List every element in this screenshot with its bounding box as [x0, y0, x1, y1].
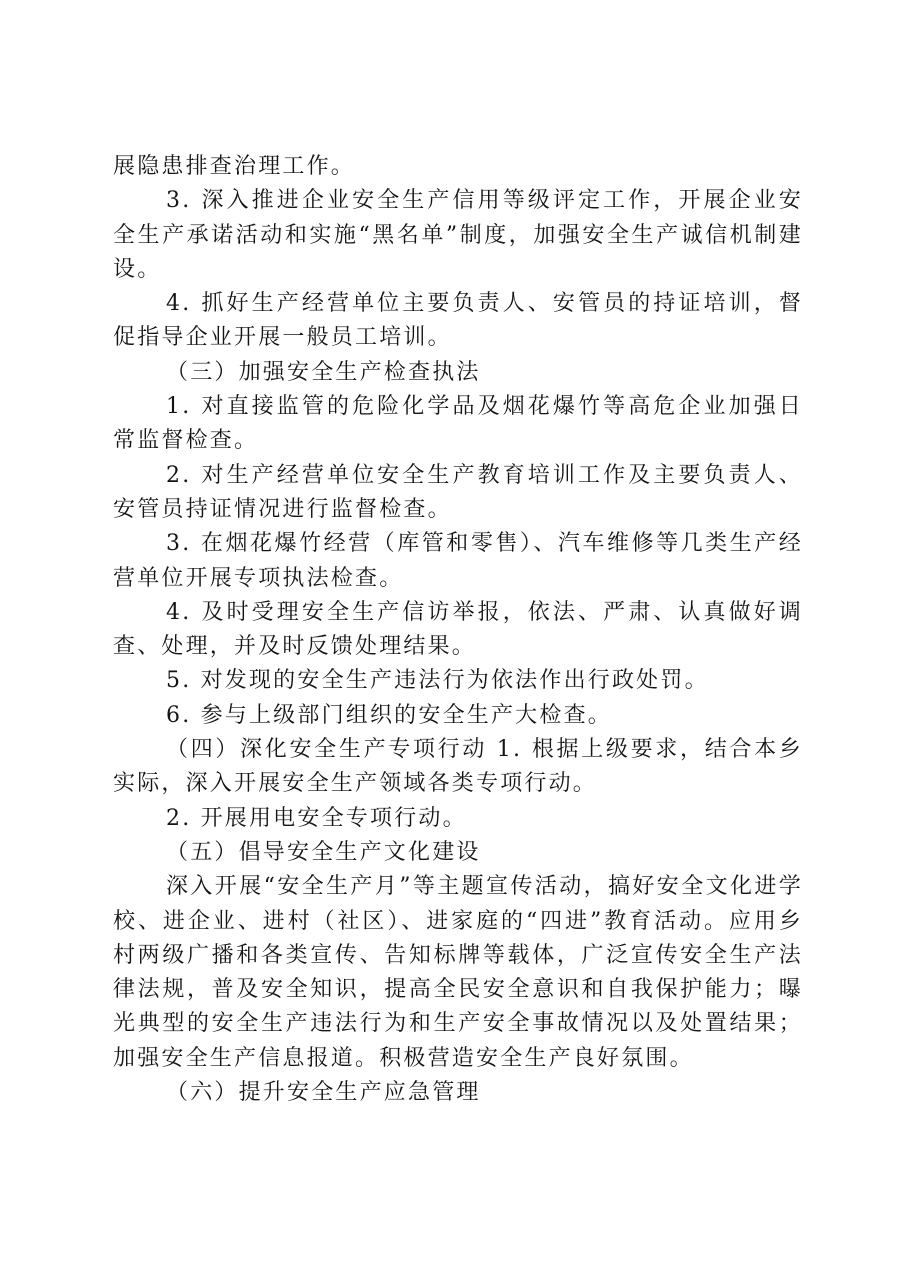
section-heading-inspection: （三）加强安全生产检查执法 — [166, 359, 481, 385]
paragraph-special-enforcement: 3. 在烟花爆竹经营（库管和零售）、汽车维修等几类生产经营单位开展专项执法检查。 — [113, 531, 803, 591]
paragraph-credit-rating: 3. 深入推进企业安全生产信用等级评定工作，开展企业安全生产承诺活动和实施“黑名单”制度，加强安全生产诚信机制建设。 — [113, 188, 803, 282]
paragraph-administrative-penalty: 5. 对发现的安全生产违法行为依法作出行政处罚。 — [166, 668, 709, 694]
paragraph-training-inspection: 2. 对生产经营单位安全生产教育培训工作及主要负责人、安管员持证情况进行监督检查。 — [113, 462, 803, 522]
paragraph-certified-training: 4. 抓好生产经营单位主要负责人、安管员的持证培训，督促指导企业开展一般员工培训。 — [113, 291, 803, 351]
document-body — [113, 150, 803, 1110]
section-heading-emergency-management: （六）提升安全生产应急管理 — [166, 1080, 481, 1106]
section-heading-safety-culture: （五）倡导安全生产文化建设 — [166, 839, 481, 865]
paragraph-electricity-safety: 2. 开展用电安全专项行动。 — [166, 805, 467, 831]
paragraph-petition-reports: 4. 及时受理安全生产信访举报，依法、严肃、认真做好调查、处理，并及时反馈处理结果。 — [113, 599, 803, 660]
continuation-paragraph: 展隐患排查治理工作。 — [113, 154, 356, 179]
paragraph-major-inspection: 6. 参与上级部门组织的安全生产大检查。 — [166, 702, 612, 728]
paragraph-daily-supervision: 1. 对直接监管的危险化学品及烟花爆竹等高危企业加强日常监督检查。 — [113, 394, 803, 454]
paragraph-safety-month: 深入开展“安全生产月”等主题宣传活动，搞好安全文化进学校、进企业、进村（社区）、进家庭的“四进”教育活动。应用乡村两级广播和各类宣传、告知标牌等载体，广泛宣传安全生产法律法规，普及安全知识，提高全民安全意识和自我保护能力；曝光典型的安全生产违法行为和生产安全事故情况以及处置结果；加强安全生产信息报道。积极营造安全生产良好氛围。 — [113, 874, 803, 1071]
section-heading-special-actions: （四）深化安全生产专项行动 1. 根据上级要求，结合本乡实际，深入开展安全生产领域各类专项行动。 — [113, 737, 803, 797]
